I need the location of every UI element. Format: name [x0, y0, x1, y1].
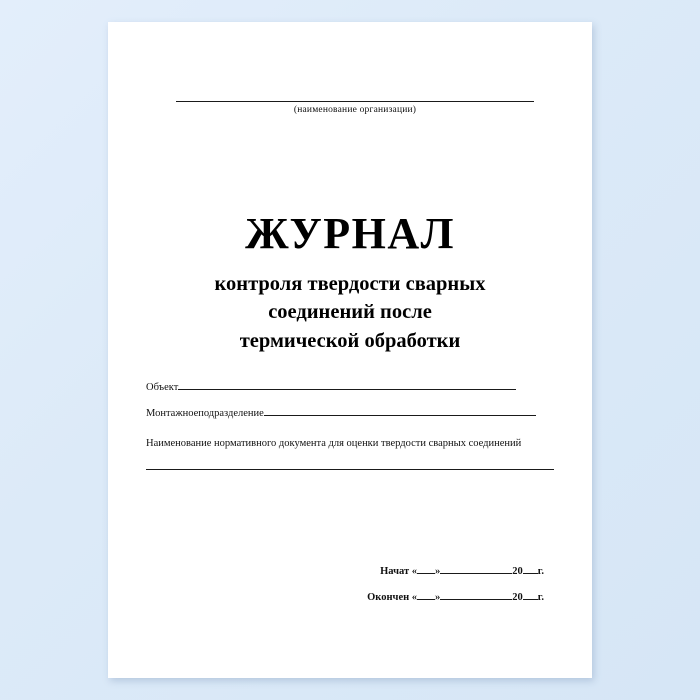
- field-object: [146, 380, 554, 406]
- field-object-label: Объект: [146, 382, 179, 393]
- normative-document-input-line[interactable]: [146, 468, 554, 470]
- subtitle-line-3: термической обработки: [239, 329, 461, 352]
- organization-fill-line: [176, 100, 534, 102]
- quote-open-finished: «: [411, 592, 418, 603]
- date-finished-label: Окончен: [367, 592, 410, 603]
- date-started-row: [146, 564, 554, 577]
- date-finished-day-input[interactable]: [417, 590, 435, 600]
- fields-block: [146, 380, 554, 470]
- date-finished-year-suffix: г.: [537, 592, 544, 603]
- date-started-year-suffix: г.: [537, 566, 544, 577]
- quote-close-finished: »: [435, 592, 441, 603]
- document-page: [108, 22, 592, 678]
- normative-document-note: Наименование нормативного документа для оценки твердости сварных соединений: [146, 438, 522, 449]
- field-division-input-line[interactable]: [264, 406, 536, 416]
- field-division: [146, 406, 554, 432]
- field-division-label: Монтажноеподразделение: [146, 408, 264, 419]
- field-object-input-line[interactable]: [178, 380, 516, 390]
- date-started-label: Начат: [380, 566, 410, 577]
- page-content: [146, 22, 554, 678]
- date-finished-row: [146, 590, 554, 603]
- page-title: ЖУРНАЛ: [245, 209, 455, 258]
- dates-block: [146, 564, 554, 616]
- quote-close-started: »: [435, 566, 441, 577]
- date-started-day-input[interactable]: [417, 564, 435, 574]
- date-started-year-prefix: 20: [512, 566, 523, 577]
- date-finished-month-input[interactable]: [440, 590, 512, 600]
- date-started-month-input[interactable]: [440, 564, 512, 574]
- subtitle-line-2: соединений после: [268, 301, 432, 324]
- organization-block: [176, 100, 534, 115]
- quote-open-started: «: [411, 566, 418, 577]
- subtitle-line-1: контроля твердости сварных: [214, 273, 486, 295]
- organization-caption: (наименование организации): [293, 105, 417, 115]
- date-started-year-input[interactable]: [523, 564, 538, 574]
- date-finished-year-prefix: 20: [512, 592, 523, 603]
- title-block: [146, 209, 554, 355]
- date-finished-year-input[interactable]: [523, 590, 538, 600]
